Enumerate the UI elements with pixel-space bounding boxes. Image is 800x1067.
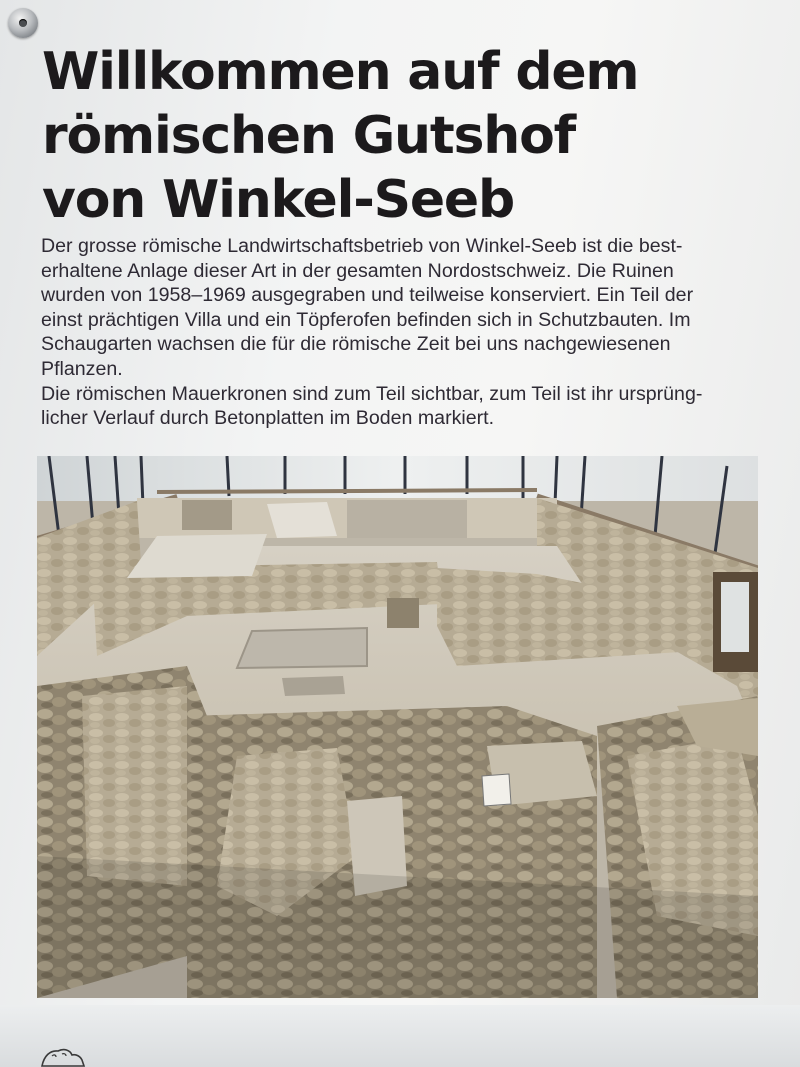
- lion-icon: [38, 1046, 86, 1067]
- text-line: Die römischen Mauerkronen sind zum Teil sichtbar, zum Teil ist ihr ursprüng-: [41, 382, 703, 405]
- screw-icon: [8, 8, 38, 38]
- title-line: römischen Gutshof: [42, 106, 576, 166]
- title-line: Willkommen auf dem: [42, 42, 639, 102]
- text-line: erhaltene Anlage dieser Art in der gesamten Nordostschweiz. Die Ruinen: [41, 259, 674, 282]
- sign-footer: [0, 1005, 800, 1067]
- sign-body-text: [41, 234, 771, 431]
- title-line: von Winkel-Seeb: [42, 170, 515, 230]
- excavation-photo: [37, 456, 758, 998]
- text-line: Pflanzen.: [41, 357, 123, 380]
- text-line: einst prächtigen Villa und ein Töpferofen befinden sich in Schutzbauten. Im: [41, 308, 691, 331]
- text-line: Der grosse römische Landwirtschaftsbetrieb von Winkel-Seeb ist die best-: [41, 235, 683, 257]
- text-line: wurden von 1958–1969 ausgegraben und teilweise konserviert. Ein Teil der: [41, 284, 694, 307]
- paragraph: [41, 382, 771, 431]
- text-line: licher Verlauf durch Betonplatten im Boden markiert.: [41, 407, 495, 430]
- paragraph: [41, 234, 771, 382]
- sign-title: [42, 40, 762, 232]
- text-line: Schaugarten wachsen die für die römische Zeit bei uns nachgewiesenen: [41, 333, 671, 356]
